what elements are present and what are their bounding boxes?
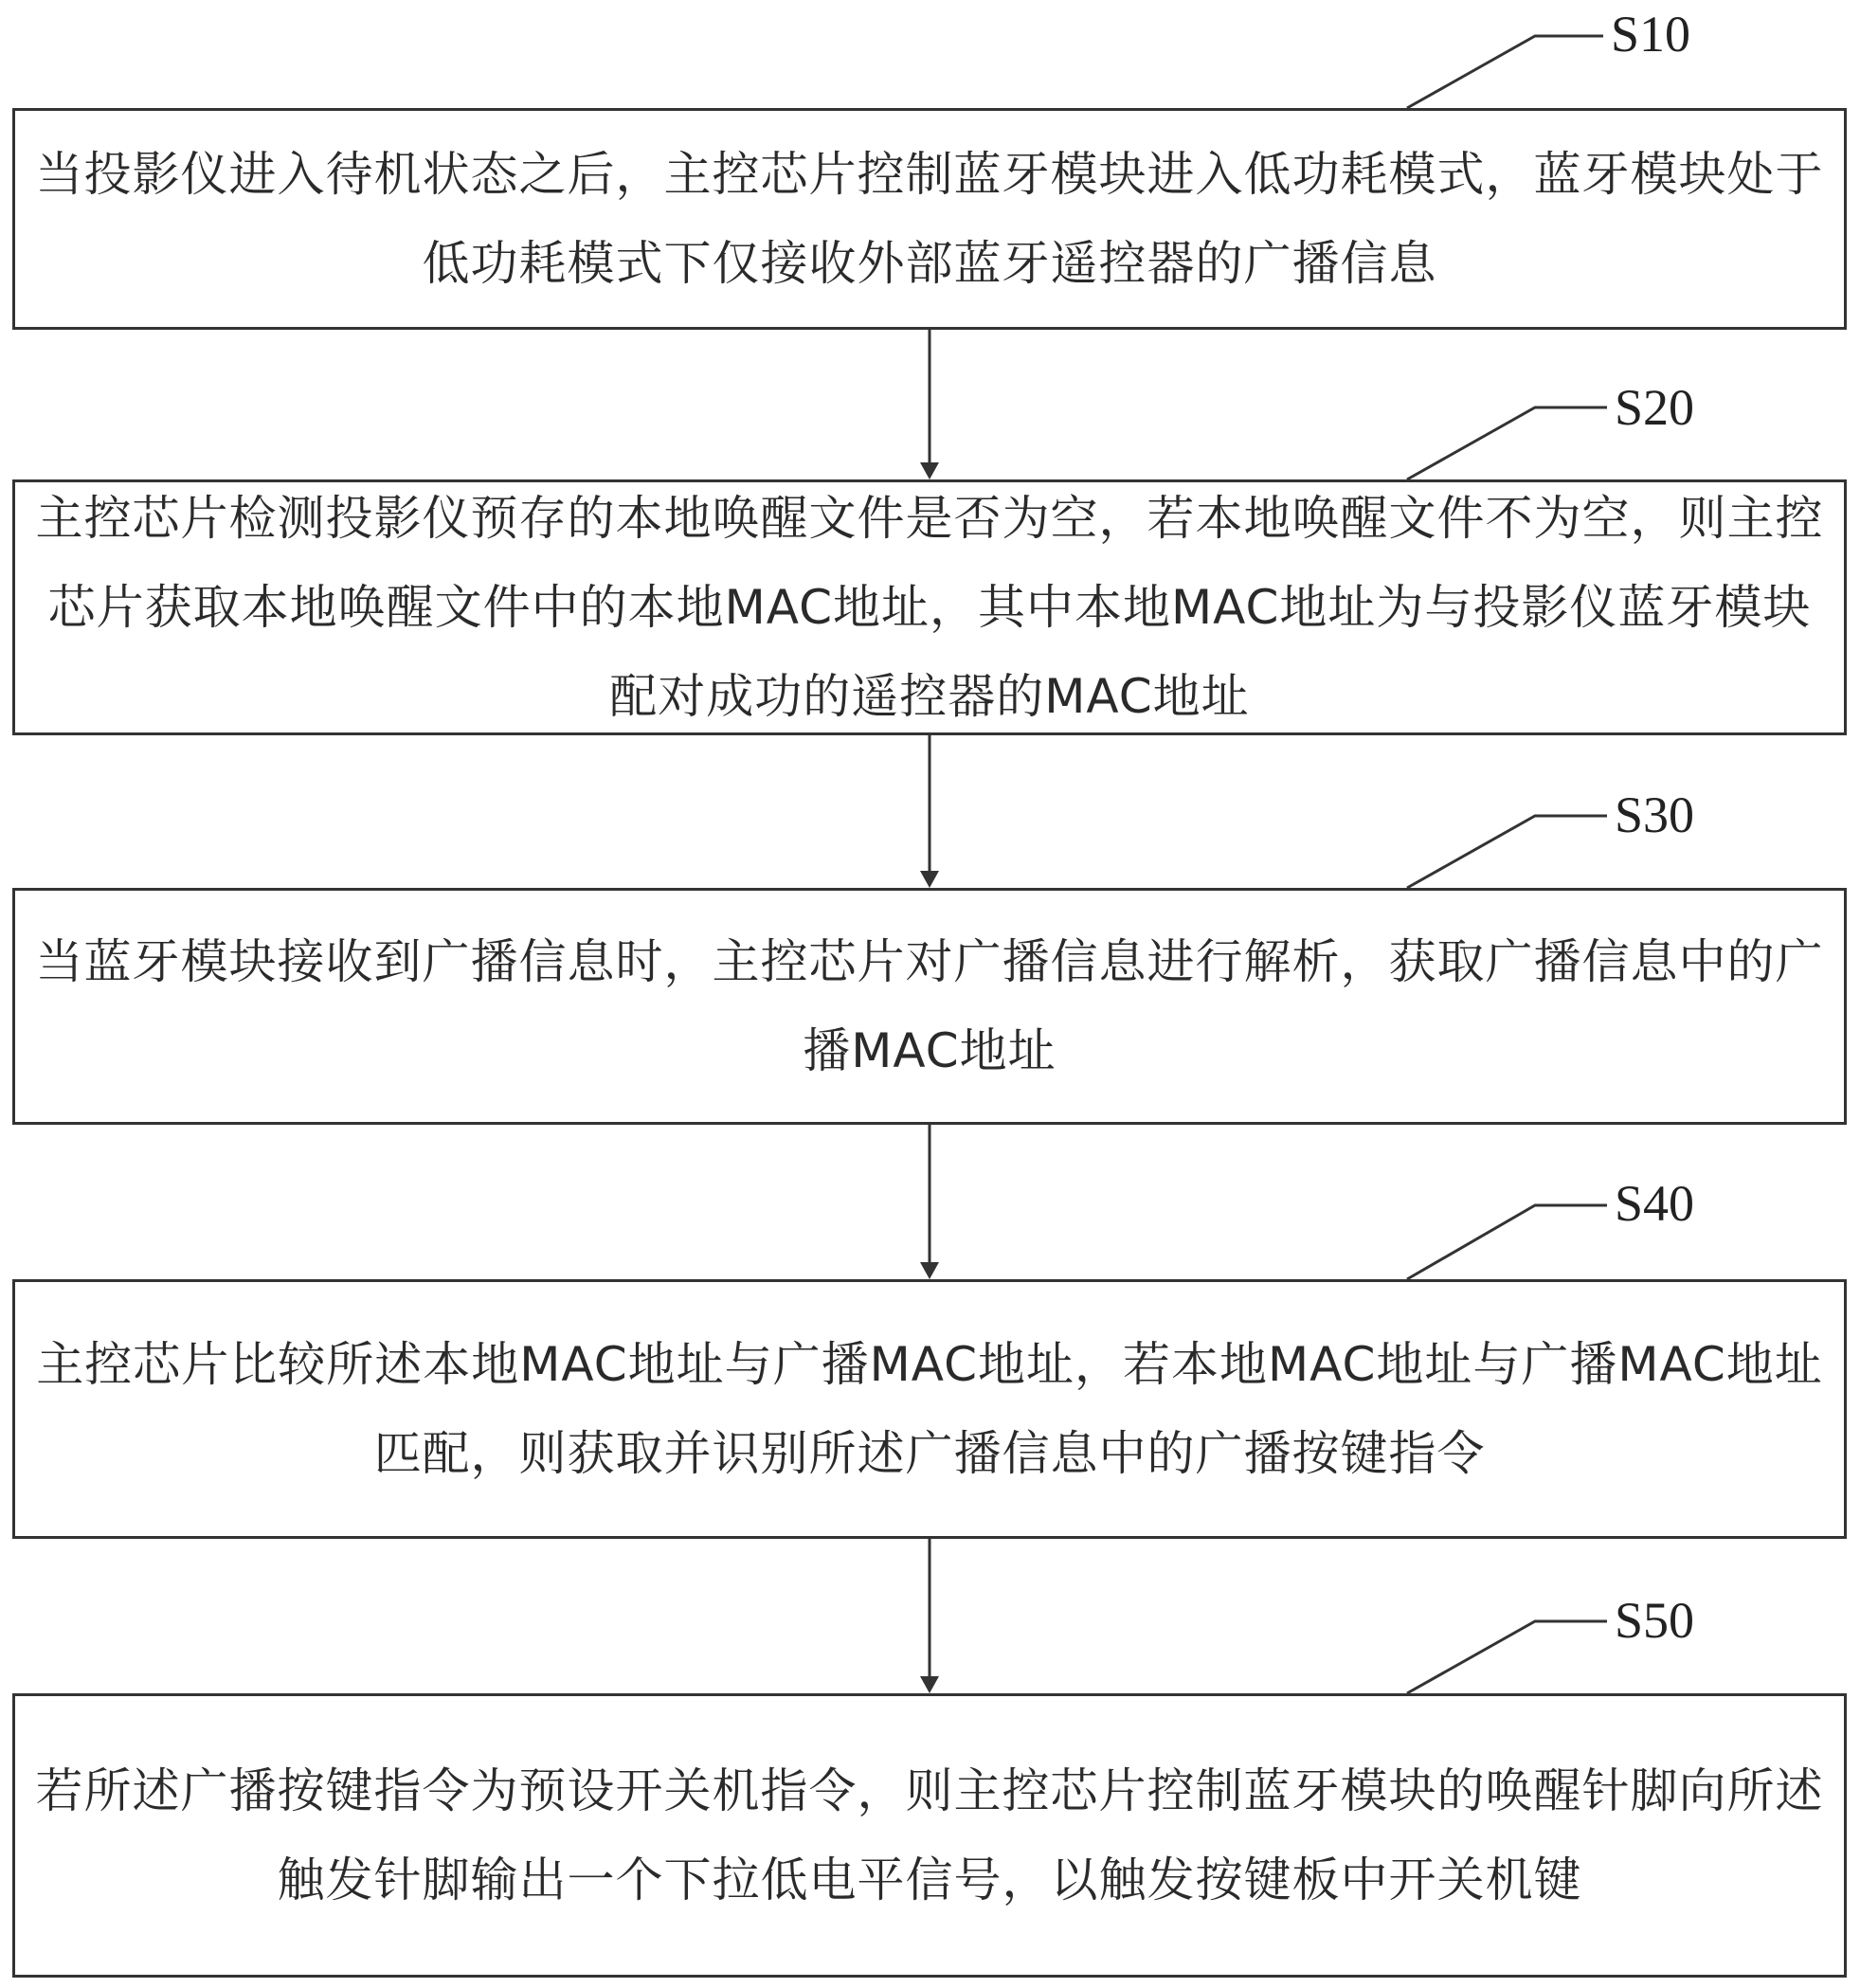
leader-line-s50: [1407, 1621, 1607, 1693]
step-text-s30: 当蓝牙模块接收到广播信息时，主控芯片对广播信息进行解析，获取广播信息中的广播MAC地址: [35, 934, 1824, 1078]
step-box-s20: [12, 479, 1847, 735]
arrowhead-s30-s40: [920, 1262, 939, 1279]
step-label-s40: S40: [1615, 1175, 1695, 1232]
leader-line-s20: [1407, 407, 1607, 479]
leader-line-s30: [1407, 816, 1607, 888]
step-label-s50: S50: [1615, 1592, 1695, 1649]
arrowhead-s20-s30: [920, 871, 939, 888]
step-box-s10: [12, 108, 1847, 330]
step-label-s10: S10: [1611, 6, 1691, 63]
step-box-s40: [12, 1279, 1847, 1539]
step-text-s50: 若所述广播按键指令为预设开关机指令，则主控芯片控制蓝牙模块的唤醒针脚向所述触发针脚输出一个下拉低电平信号，以触发按键板中开关机键: [35, 1763, 1824, 1907]
step-text-s10: 当投影仪进入待机状态之后，主控芯片控制蓝牙模块进入低功耗模式，蓝牙模块处于低功耗模式下仅接收外部蓝牙遥控器的广播信息: [35, 147, 1824, 291]
step-text-s40: 主控芯片比较所述本地MAC地址与广播MAC地址，若本地MAC地址与广播MAC地址匹配，则获取并识别所述广播信息中的广播按键指令: [36, 1337, 1823, 1481]
step-label-s20: S20: [1615, 379, 1695, 436]
arrowhead-s40-s50: [920, 1676, 939, 1693]
leader-line-s40: [1407, 1205, 1607, 1279]
step-box-s30: [12, 888, 1847, 1125]
step-box-s50: [12, 1693, 1847, 1978]
step-text-s20: 主控芯片检测投影仪预存的本地唤醒文件是否为空，若本地唤醒文件不为空，则主控芯片获取本地唤醒文件中的本地MAC地址，其中本地MAC地址为与投影仪蓝牙模块配对成功的遥控器的MAC地址: [35, 491, 1824, 724]
step-label-s30: S30: [1615, 786, 1695, 843]
leader-line-s10: [1407, 36, 1603, 108]
